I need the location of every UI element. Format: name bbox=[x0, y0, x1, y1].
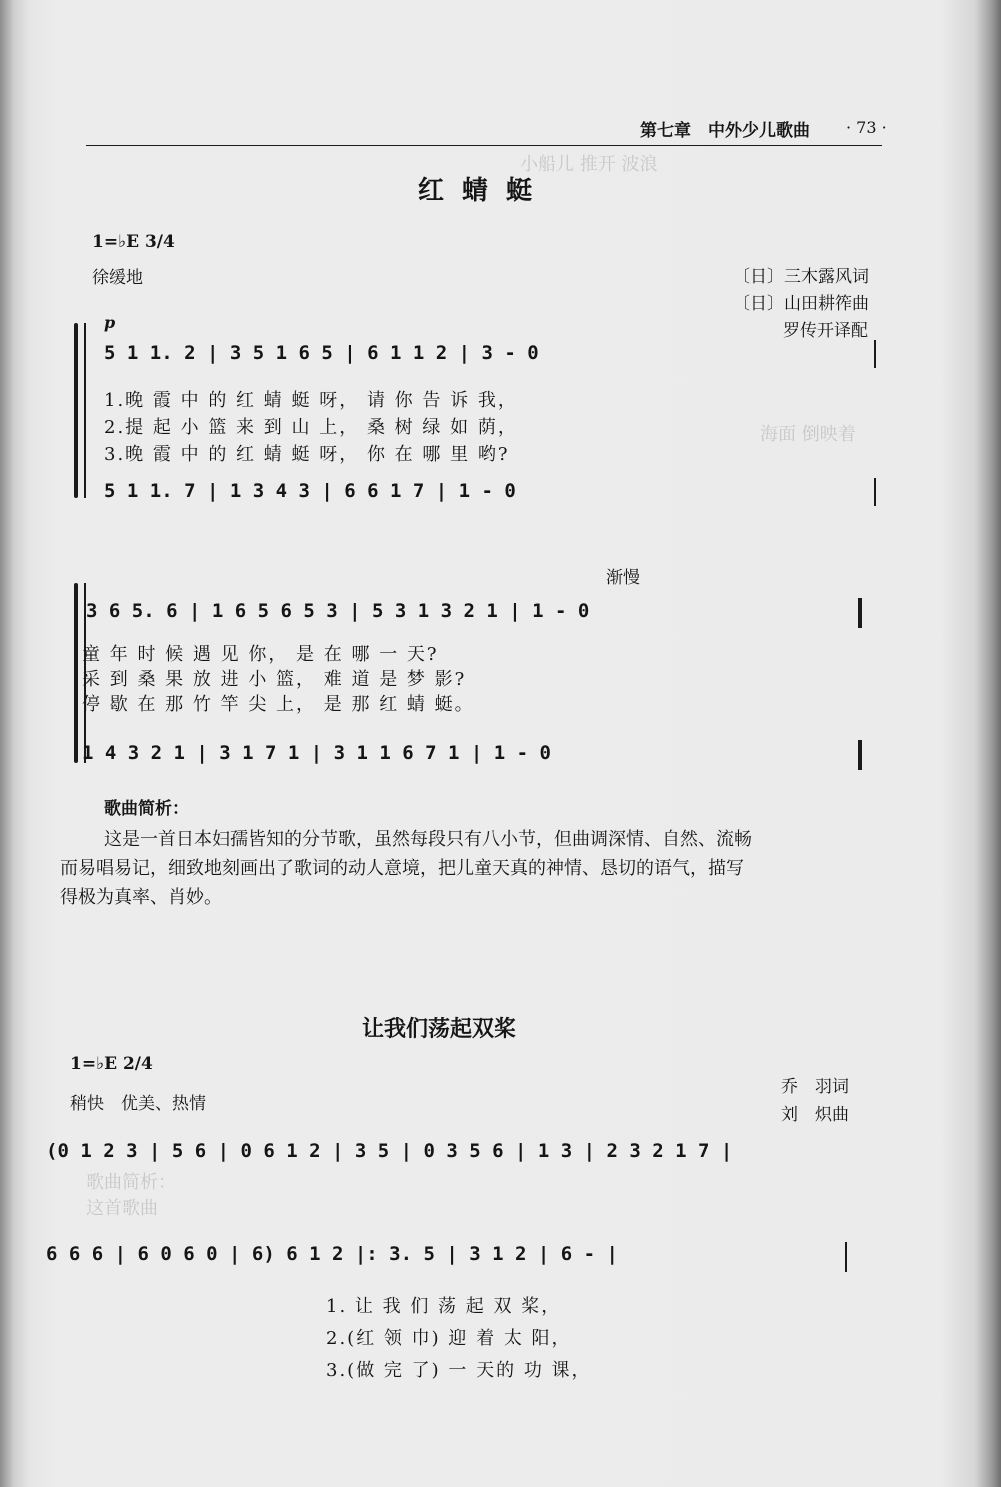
final-barline bbox=[858, 598, 862, 628]
key-signature: 1=♭E 3/4 bbox=[92, 232, 175, 252]
system-brace bbox=[74, 323, 78, 498]
tempo-marking: 稍快 优美、热情 bbox=[70, 1094, 206, 1114]
upper-voice-notation: 3 6 5. 6 | 1 6 5 6 5 3 | 5 3 1 3 2 1 | 1 - 0 bbox=[86, 600, 590, 622]
bleed-through-text: 小船儿 推开 波浪 bbox=[520, 154, 658, 175]
analysis-line: 得极为真率、肖妙。 bbox=[60, 887, 222, 908]
lyricist-credit: 乔 羽词 bbox=[781, 1077, 849, 1097]
bleed-through-text: 歌曲简析： bbox=[86, 1172, 176, 1193]
barline bbox=[845, 1242, 847, 1272]
page-number: · 73 · bbox=[846, 118, 887, 137]
composer-credit: 刘 炽曲 bbox=[781, 1105, 849, 1125]
end-barline bbox=[874, 478, 876, 506]
song-title: 让我们荡起双桨 bbox=[362, 1016, 517, 1042]
song-title: 红蜻蜓 bbox=[418, 176, 551, 206]
header-rule bbox=[86, 145, 882, 146]
tempo-marking: 徐缓地 bbox=[92, 268, 143, 288]
dynamic-marking: p bbox=[104, 313, 116, 332]
lower-voice-notation: 5 1 1. 7 | 1 3 4 3 | 6 6 1 7 | 1 - 0 bbox=[104, 480, 516, 502]
upper-voice-notation: 5 1 1. 2 | 3 5 1 6 5 | 6 1 1 2 | 3 - 0 bbox=[104, 342, 539, 364]
lyric-verse-3: 停 歇 在 那 竹 竿 尖 上， 是 那 红 蜻 蜓。 bbox=[82, 694, 475, 715]
lyric-verse-2: 采 到 桑 果 放 进 小 篮， 难 道 是 梦 影? bbox=[82, 669, 467, 690]
lyric-verse-3: 3.(做 完 了) 一 天的 功 课， bbox=[326, 1360, 592, 1381]
lyric-verse-1: 童 年 时 候 遇 见 你， 是 在 哪 一 天? bbox=[82, 644, 439, 665]
lyric-verse-2: 2.提 起 小 篮 来 到 山 上， 桑 树 绿 如 荫， bbox=[104, 417, 518, 438]
key-signature: 1=♭E 2/4 bbox=[70, 1054, 153, 1074]
lower-voice-notation: 1 4 3 2 1 | 3 1 7 1 | 3 1 1 6 7 1 | 1 - 0 bbox=[82, 742, 551, 764]
analysis-line: 这是一首日本妇孺皆知的分节歌，虽然每段只有八小节，但曲调深情、自然、流畅 bbox=[104, 829, 752, 850]
lyric-verse-1: 1. 让 我 们 荡 起 双 桨， bbox=[326, 1296, 562, 1317]
system-line bbox=[84, 323, 86, 498]
composer-credit: 〔日〕山田耕筰曲 bbox=[733, 294, 869, 314]
melody-notation: 6 6 6 | 6 0 6 0 | 6) 6 1 2 |: 3. 5 | 3 1 2 | 6 - | bbox=[46, 1243, 618, 1265]
intro-notation: (0 1 2 3 | 5 6 | 0 6 1 2 | 3 5 | 0 3 5 6 | 1 3 | 2 3 2 1 7 | bbox=[46, 1140, 733, 1162]
arranger-credit: 罗传开译配 bbox=[783, 321, 868, 341]
lyric-verse-2: 2.(红 领 巾) 迎 着 太 阳， bbox=[326, 1328, 572, 1349]
lyricist-credit: 〔日〕三木露风词 bbox=[733, 267, 869, 287]
analysis-heading: 歌曲简析： bbox=[104, 799, 189, 819]
ritardando-marking: 渐慢 bbox=[606, 568, 640, 588]
final-barline bbox=[858, 740, 862, 770]
chapter-header: 第七章 中外少儿歌曲 bbox=[640, 121, 810, 141]
lyric-verse-1: 1.晚 霞 中 的 红 蜻 蜓 呀， 请 你 告 诉 我， bbox=[104, 390, 518, 411]
system-brace bbox=[74, 583, 78, 763]
bleed-through-text: 海面 倒映着 bbox=[760, 424, 856, 445]
bleed-through-text: 这首歌曲 bbox=[86, 1198, 158, 1219]
end-barline bbox=[874, 340, 876, 368]
analysis-line: 而易唱易记，细致地刻画出了歌词的动人意境，把儿童天真的神情、恳切的语气，描写 bbox=[60, 858, 744, 879]
lyric-verse-3: 3.晚 霞 中 的 红 蜻 蜓 呀， 你 在 哪 里 哟? bbox=[104, 444, 510, 465]
